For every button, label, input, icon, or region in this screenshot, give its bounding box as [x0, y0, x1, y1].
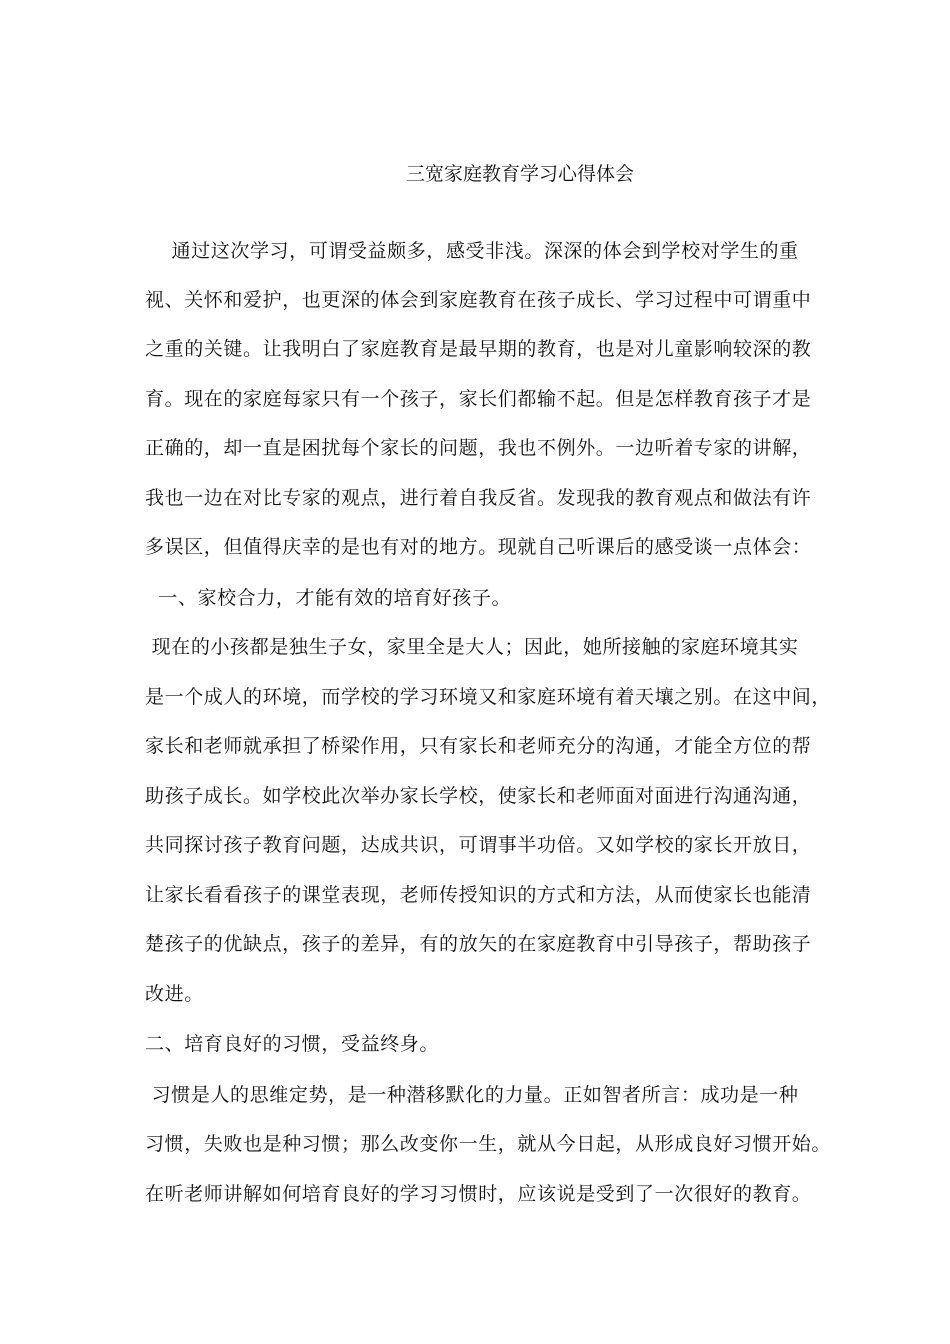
paragraph-line: 家长和老师就承担了桥梁作用，只有家长和老师充分的沟通，才能全方位的帮 [145, 735, 812, 757]
paragraph-line: 助孩子成长。如学校此次举办家长学校，使家长和老师面对面进行沟通沟通， [145, 785, 812, 807]
paragraph-line: 我也一边在对比专家的观点，进行着自我反省。发现我的教育观点和做法有许 [145, 487, 812, 509]
section-heading: 一、家校合力，才能有效的培育好孩子。 [145, 587, 512, 609]
paragraph-line: 是一个成人的环境，而学校的学习环境又和家庭环境有着天壤之别。在这中间， [145, 686, 832, 708]
paragraph-line: 通过这次学习，可谓受益颇多，感受非浅。深深的体会到学校对学生的重 [145, 240, 799, 262]
paragraph-line: 共同探讨孩子教育问题，达成共识，可谓事半功倍。又如学校的家长开放日， [145, 834, 812, 856]
paragraph-line: 育。现在的家庭每家只有一个孩子，家长们都输不起。但是怎样教育孩子才是 [145, 388, 812, 410]
paragraph-line: 多误区，但值得庆幸的是也有对的地方。现就自己听课后的感受谈一点体会： [145, 536, 812, 558]
document-title: 三宽家庭教育学习心得体会 [405, 163, 634, 185]
paragraph-line: 之重的关键。让我明白了家庭教育是最早期的教育，也是对儿童影响较深的教 [145, 338, 812, 360]
paragraph-line: 楚孩子的优缺点，孩子的差异，有的放矢的在家庭教育中引导孩子，帮助孩子 [145, 933, 812, 955]
paragraph-line: 视、关怀和爱护，也更深的体会到家庭教育在孩子成长、学习过程中可谓重中 [145, 289, 812, 311]
paragraph-line: 让家长看看孩子的课堂表现，老师传授知识的方式和方法，从而使家长也能清 [145, 884, 812, 906]
section-heading: 二、培育良好的习惯，受益终身。 [145, 1033, 440, 1055]
paragraph-line: 正确的，却一直是困扰每个家长的问题，我也不例外。一边听着专家的讲解， [145, 437, 812, 459]
paragraph-line: 现在的小孩都是独生子女，家里全是大人；因此，她所接触的家庭环境其实 [145, 636, 799, 658]
paragraph-line: 习惯是人的思维定势，是一种潜移默化的力量。正如智者所言：成功是一种 [145, 1084, 799, 1106]
paragraph-line: 改进。 [145, 983, 204, 1005]
paragraph-line: 习惯，失败也是种习惯；那么改变你一生，就从今日起，从形成良好习惯开始。 [145, 1133, 832, 1155]
paragraph-line: 在听老师讲解如何培育良好的学习习惯时，应该说是受到了一次很好的教育。 [145, 1183, 812, 1205]
